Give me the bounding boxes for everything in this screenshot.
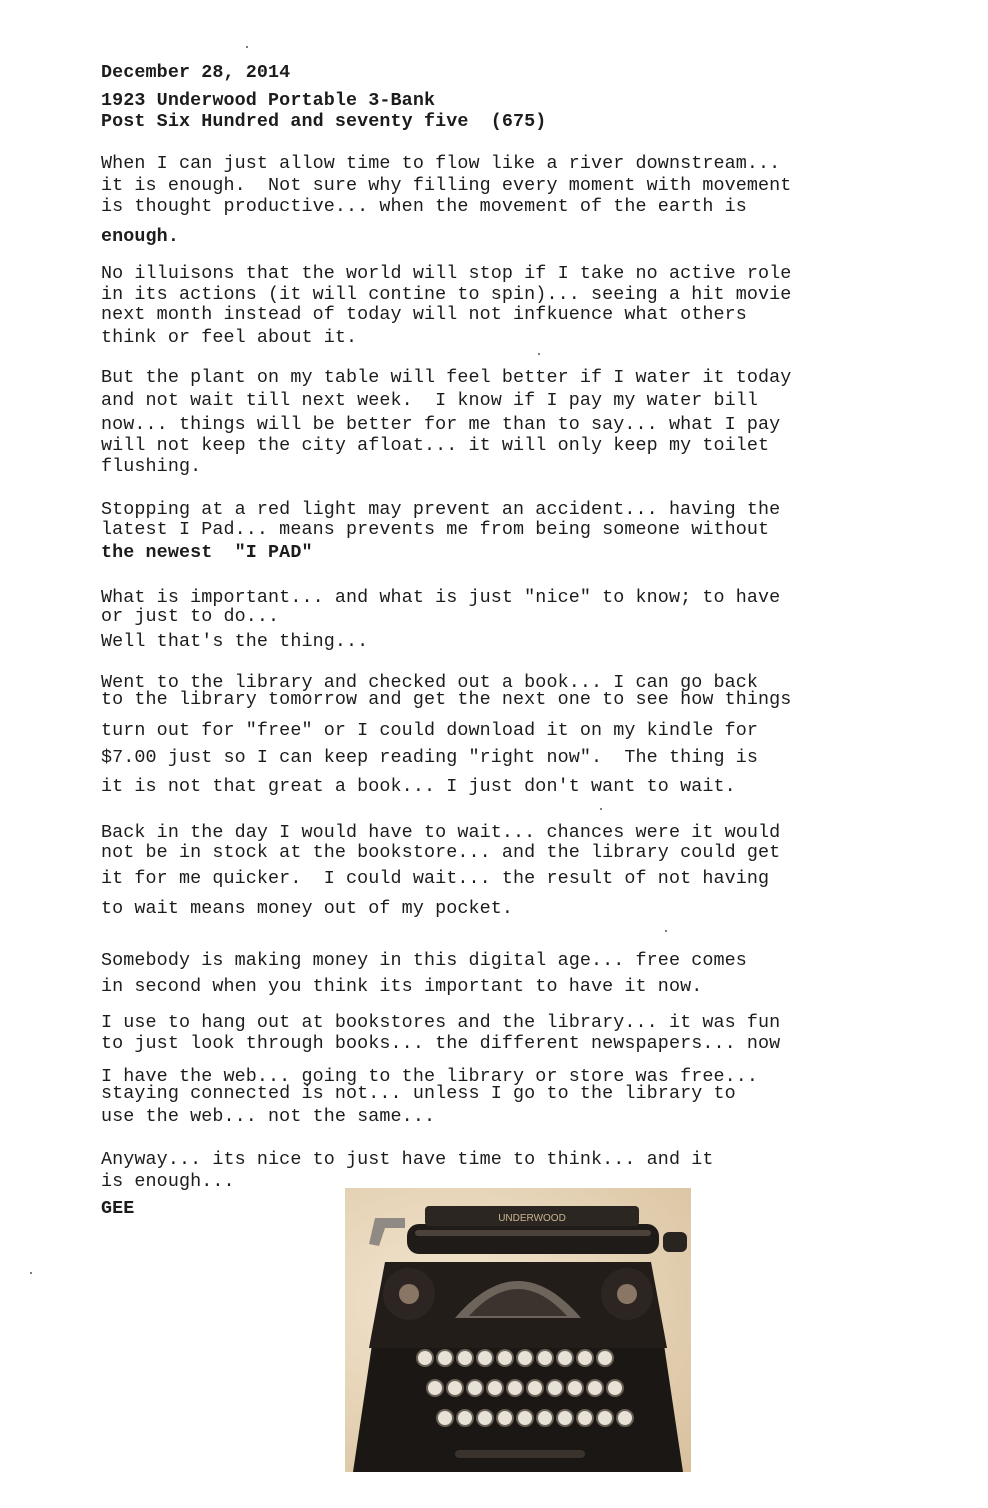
typewriter-key bbox=[607, 1380, 623, 1396]
body-line: will not keep the city afloat... it will only keep my toilet bbox=[101, 435, 770, 456]
typewriter-photo bbox=[345, 1188, 691, 1472]
body-line: Well that's the thing... bbox=[101, 631, 369, 652]
body-line: the newest "I PAD" bbox=[101, 542, 313, 563]
body-line: is thought productive... when the movement of the earth is bbox=[101, 196, 747, 217]
body-line: use the web... not the same... bbox=[101, 1106, 436, 1127]
typewriter-key bbox=[537, 1410, 553, 1426]
typewriter-key bbox=[447, 1380, 463, 1396]
typewriter-key bbox=[537, 1350, 553, 1366]
body-line: is enough... bbox=[101, 1171, 235, 1192]
body-line: staying connected is not... unless I go to the library to bbox=[101, 1083, 736, 1104]
paper-speck bbox=[600, 808, 602, 810]
typewriter-key bbox=[477, 1350, 493, 1366]
body-line: or just to do... bbox=[101, 606, 280, 627]
typewriter-key bbox=[437, 1410, 453, 1426]
body-line: No illuisons that the world will stop if I take no active role bbox=[101, 263, 792, 284]
body-line: not be in stock at the bookstore... and the library could get bbox=[101, 842, 781, 863]
body-line: and not wait till next week. I know if I pay my water bill bbox=[101, 390, 759, 411]
body-line: in second when you think its important to have it now. bbox=[101, 976, 703, 997]
typewriter-key bbox=[467, 1380, 483, 1396]
brand-label: UNDERWOOD bbox=[498, 1213, 566, 1224]
typewriter-key bbox=[557, 1410, 573, 1426]
body-line: What is important... and what is just "nice" to know; to have bbox=[101, 587, 781, 608]
body-line: Stopping at a red light may prevent an accident... having the bbox=[101, 499, 781, 520]
body-line: Went to the library and checked out a book... I can go back bbox=[101, 672, 759, 693]
typewriter-key bbox=[577, 1410, 593, 1426]
body-line: flushing. bbox=[101, 456, 202, 477]
body-line: When I can just allow time to flow like a river downstream... bbox=[101, 153, 781, 174]
typewriter-key bbox=[437, 1350, 453, 1366]
typewriter-key bbox=[507, 1380, 523, 1396]
body-line: it for me quicker. I could wait... the result of not having bbox=[101, 868, 770, 889]
letter-model-line: 1923 Underwood Portable 3-Bank bbox=[101, 90, 436, 111]
typewriter-key bbox=[497, 1410, 513, 1426]
typewriter-key bbox=[427, 1380, 443, 1396]
body-line: to just look through books... the different newspapers... now bbox=[101, 1033, 781, 1054]
typewriter-key bbox=[617, 1410, 633, 1426]
typewriter-icon bbox=[345, 1188, 691, 1472]
body-line: it is enough. Not sure why filling every moment with movement bbox=[101, 175, 792, 196]
body-line: But the plant on my table will feel better if I water it today bbox=[101, 367, 792, 388]
typewriter-key bbox=[457, 1350, 473, 1366]
typewriter-key bbox=[557, 1350, 573, 1366]
paper-speck bbox=[246, 46, 248, 48]
body-line: I use to hang out at bookstores and the library... it was fun bbox=[101, 1012, 781, 1033]
typewriter-key bbox=[597, 1350, 613, 1366]
body-line: Anyway... its nice to just have time to think... and it bbox=[101, 1149, 714, 1170]
body-line: to the library tomorrow and get the next one to see how things bbox=[101, 689, 792, 710]
typewriter-key bbox=[457, 1410, 473, 1426]
body-line: turn out for "free" or I could download it on my kindle for bbox=[101, 720, 759, 741]
paper-speck bbox=[538, 353, 540, 355]
typewriter-key bbox=[567, 1380, 583, 1396]
typewriter-key bbox=[417, 1350, 433, 1366]
body-line: $7.00 just so I can keep reading "right now". The thing is bbox=[101, 747, 759, 768]
typewriter-key bbox=[497, 1350, 513, 1366]
typewriter-key bbox=[487, 1380, 503, 1396]
body-line: to wait means money out of my pocket. bbox=[101, 898, 514, 919]
typewriter-key bbox=[597, 1410, 613, 1426]
body-line: now... things will be better for me than to say... what I pay bbox=[101, 414, 781, 435]
body-line: Somebody is making money in this digital age... free comes bbox=[101, 950, 747, 971]
typewriter-key bbox=[577, 1350, 593, 1366]
body-line: I have the web... going to the library or store was free... bbox=[101, 1066, 759, 1087]
typewriter-key bbox=[547, 1380, 563, 1396]
typewriter-key bbox=[517, 1350, 533, 1366]
body-line: think or feel about it. bbox=[101, 327, 358, 348]
space-bar bbox=[455, 1450, 585, 1458]
letter-post-line: Post Six Hundred and seventy five (675) bbox=[101, 111, 547, 132]
paper-speck bbox=[665, 930, 667, 932]
typewriter-key bbox=[517, 1410, 533, 1426]
body-line: it is not that great a book... I just don't want to wait. bbox=[101, 776, 736, 797]
typewriter-key bbox=[477, 1410, 493, 1426]
body-line: next month instead of today will not infkuence what others bbox=[101, 304, 747, 325]
body-line: latest I Pad... means prevents me from being someone without bbox=[101, 519, 770, 540]
letter-date: December 28, 2014 bbox=[101, 62, 291, 83]
typewriter-key bbox=[587, 1380, 603, 1396]
paper-speck bbox=[30, 1272, 32, 1274]
body-line: Back in the day I would have to wait... chances were it would bbox=[101, 822, 781, 843]
typewriter-key bbox=[527, 1380, 543, 1396]
body-line: enough. bbox=[101, 226, 179, 247]
signature-initials: GEE bbox=[101, 1198, 135, 1219]
body-line: in its actions (it will contine to spin)... seeing a hit movie bbox=[101, 284, 792, 305]
